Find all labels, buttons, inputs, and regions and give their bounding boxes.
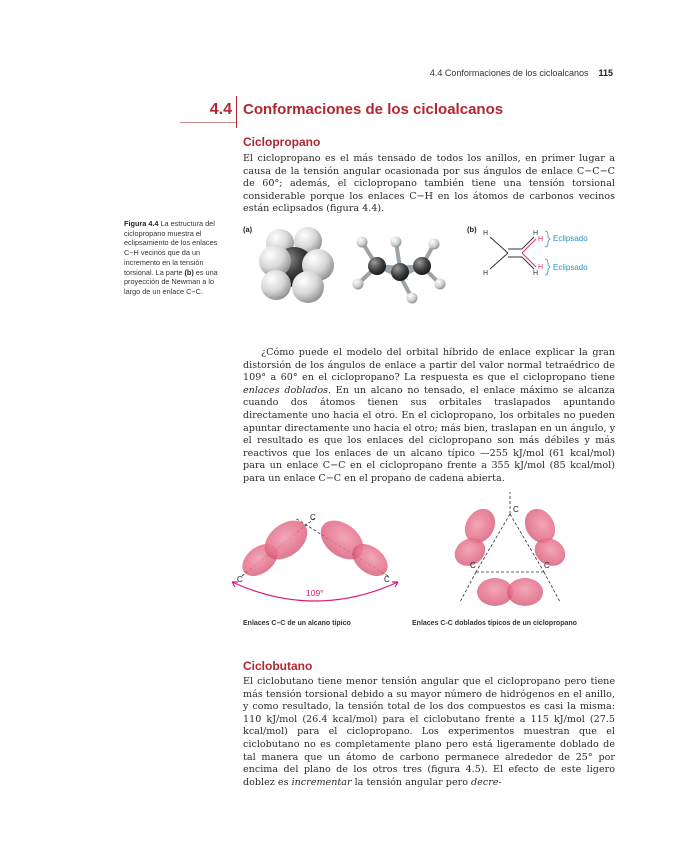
section-rule — [180, 122, 236, 123]
emphasis-decre: decre- — [471, 776, 502, 788]
cyclopropane-orbital-diagram — [440, 492, 580, 622]
caption-cyclopropane-bonds: Enlaces C-C doblados típicos de un ciclopropano — [412, 620, 577, 627]
alkane-orbital-diagram — [220, 510, 410, 610]
caption-text-b: es una proyección de Newman a lo largo de un enlace C−C. — [124, 267, 218, 296]
orbital-lobes — [236, 513, 394, 583]
running-header — [430, 68, 613, 78]
hydrogen-atom — [292, 271, 324, 303]
running-title: 4.4 Conformaciones de los cicloalcanos — [429, 68, 589, 78]
eclipsed-hydrogen-label: H — [538, 236, 544, 243]
bent-orbital-lobe — [507, 578, 543, 606]
paragraph-text: El ciclopropano es el más tensado de todos los anillos, en primer lugar a causa de la tensión angular ocasionada por sus ángulos de enlace C−C−C de 60°; además, el ciclopropano también tiene una tensión torsional considerable porque los enlaces C−H en los átomos de carbonos vecinos están eclipsados (figura 4.4). — [243, 153, 615, 215]
section-divider — [236, 96, 237, 128]
hydrogen-atom — [407, 293, 418, 304]
section-number: 4.4 — [209, 101, 232, 118]
eclipsed-hydrogen-label: H — [538, 264, 544, 271]
figure-part-b-label: (b) — [467, 225, 477, 234]
carbon-atom — [368, 257, 386, 275]
carbon-label: C — [470, 561, 476, 570]
paragraph-text-a: El ciclobutano tiene menor tensión angular que el ciclopropano pero tiene más tensión torsional debido a su mayor número de hidrógenos en el anillo, y como resultado, la tensión total de los dos compuestos es casi la misma: 110 kJ/mol (26.4 kcal/mol) para el ciclobutano frente a 115 kJ/mol (27.5 kcal/mol) para el ciclopropano. Los experimentos muestran que el ciclobutano no es completamente plano pero está ligeramente doblado de tal manera que un átomo de carbono permanece alrededor de 25° por encima del plano de los otros tres (figura 4.5). El efecto de este ligero doblez es — [243, 676, 615, 788]
eclipsed-bonds — [522, 239, 536, 267]
carbon-atom — [391, 263, 409, 281]
figure-part-a-label: (a) — [243, 225, 253, 234]
space-filling-atoms — [259, 227, 334, 303]
paragraph-text-b: la tensión angular pero — [351, 776, 472, 788]
page-number: 115 — [598, 68, 613, 78]
hydrogen-label: H — [483, 230, 489, 237]
eclipsed-label-top: Eclipsado — [553, 234, 588, 243]
caption-text-a: La estructura del ciclopropano muestra el eclipsamiento de los enlaces C−H vecinos que da un incremento en la tensión torsional. La parte — [124, 219, 218, 277]
bent-orbital-lobes — [450, 503, 571, 606]
caption-alkane-bonds: Enlaces C–C de un alcano típico — [243, 620, 351, 627]
eclipsed-brace-top — [545, 231, 550, 247]
hydrogen-label: H — [533, 270, 539, 277]
figure-4-4-caption — [124, 219, 232, 297]
newman-hydrogens — [483, 230, 538, 277]
paragraph-text-a: ¿Cómo puede el modelo del orbital híbrido de enlace explicar la gran distorsión de los ángulos de enlace a partir del valor normal tetraédrico de 109° a 60° en el ciclopropano? La respuesta es que el ciclopropano tiene — [243, 347, 615, 384]
ball-and-stick-model — [350, 228, 450, 308]
emphasis-incrementar: incrementar — [291, 776, 352, 788]
paragraph-bent-bonds — [243, 347, 615, 486]
hydrogen-label: H — [483, 270, 489, 277]
subheading-ciclobutano: Ciclobutano — [243, 659, 313, 673]
carbon-label: C — [544, 561, 550, 570]
caption-part-ref: (b) — [184, 267, 194, 277]
carbon-label: C — [384, 575, 390, 584]
carbon-atom — [413, 257, 431, 275]
hydrogen-atom — [353, 279, 364, 290]
hydrogen-atom — [435, 279, 446, 290]
emphasis-bent-bonds: enlaces doblados — [243, 384, 329, 396]
carbon-label: C — [513, 505, 519, 514]
eclipsed-hydrogens — [538, 236, 543, 271]
figure-label: Figura 4.4 — [124, 219, 159, 228]
subheading-ciclopropano: Ciclopropano — [243, 135, 321, 149]
carbon-label: C — [310, 513, 316, 522]
hydrogen-atom — [391, 237, 402, 248]
angle-label: 109° — [306, 588, 324, 598]
newman-bonds — [490, 237, 534, 269]
section-title: Conformaciones de los cicloalcanos — [243, 101, 504, 118]
hydrogen-label: H — [533, 230, 539, 237]
space-filling-model — [250, 225, 340, 305]
newman-projection — [478, 225, 558, 285]
paragraph-text-b: . En un alcano no tensado, el enlace máximo se alcanza cuando dos átomos tienen sus orbitales traslapados apuntando directamente uno hacia el otro. En el ciclopropano, los orbitales no pueden apuntar directamente uno hacia el otro; más bien, traslapan en un ángulo, y el resultado es que los enlaces del ciclopropano son más débiles y más reactivos que los enlaces de un alcano típico —255 kJ/mol (61 kcal/mol) para un enlace C−C en el ciclopropano frente a 355 kJ/mol (85 kcal/mol) para un enlace C−C en el propano de cadena abierta. — [243, 384, 615, 484]
eclipsed-label-bottom: Eclipsado — [553, 263, 588, 272]
carbon-label: C — [237, 575, 243, 584]
paragraph-ciclopropano-intro — [243, 153, 615, 216]
hydrogen-atom — [429, 239, 440, 250]
hydrogen-atom — [357, 237, 368, 248]
paragraph-ciclobutano — [243, 676, 615, 789]
eclipsed-brace-bottom — [545, 259, 550, 275]
hydrogen-atom — [261, 270, 291, 300]
